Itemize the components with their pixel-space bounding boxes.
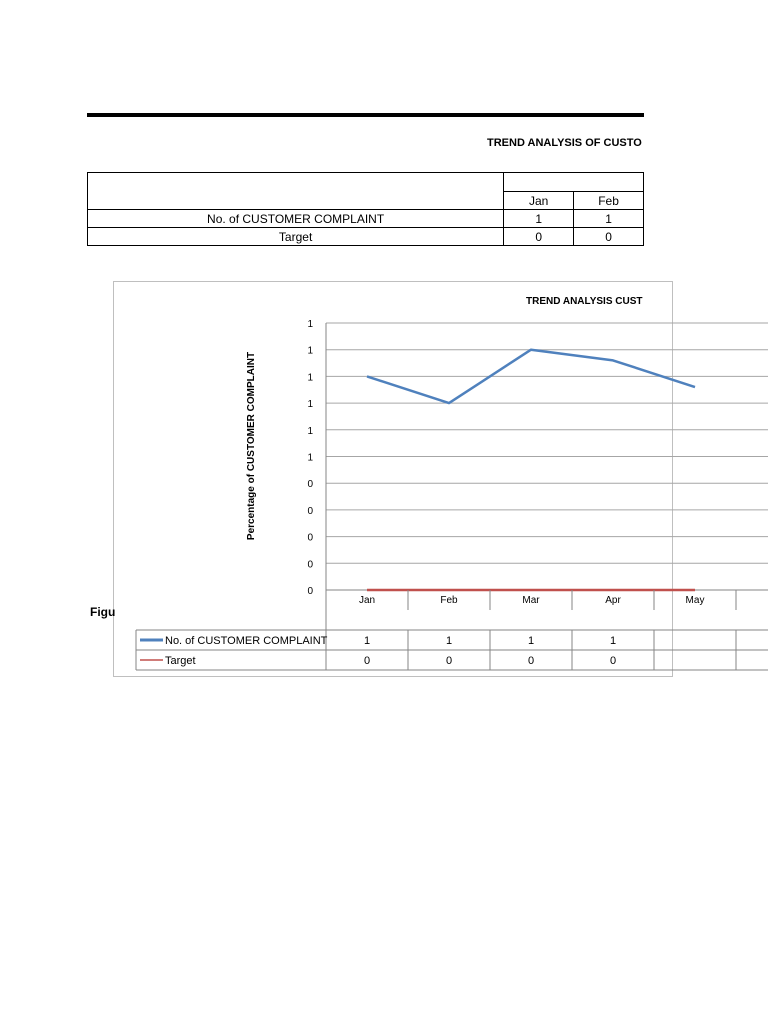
figure-label: Figu	[90, 605, 116, 619]
y-tick-label: 1	[307, 319, 313, 330]
summary-month-feb: Feb	[574, 192, 644, 210]
sheet-title: TREND ANALYSIS OF CUSTO	[487, 137, 642, 149]
y-tick-label: 0	[307, 532, 313, 544]
table-value: 1	[527, 635, 535, 647]
summary-cell: 0	[504, 228, 574, 246]
summary-cell: 1	[574, 210, 644, 228]
y-axis-label: Percentage of CUSTOMER COMPLAINT	[246, 351, 257, 541]
table-value: 1	[609, 635, 617, 647]
x-tick-label: May	[685, 595, 705, 606]
y-tick-label: 1	[307, 425, 313, 437]
summary-cell: 1	[504, 210, 574, 228]
legend-label: No. of CUSTOMER COMPLAINT	[165, 635, 328, 647]
table-value: 0	[445, 655, 453, 667]
y-tick-label: 0	[307, 559, 313, 571]
chart-title: TREND ANALYSIS CUST	[526, 296, 643, 307]
y-tick-label: 1	[307, 345, 313, 357]
y-tick-label: 0	[307, 586, 313, 597]
table-value: 0	[527, 655, 535, 667]
y-tick-labels	[307, 319, 313, 597]
summary-row-label: Target	[88, 228, 504, 246]
y-tick-label: 0	[307, 505, 313, 517]
x-tick-label: Mar	[522, 595, 540, 606]
table-value: 1	[445, 635, 453, 647]
y-tick-label: 1	[307, 372, 313, 384]
y-tick-label: 0	[307, 479, 313, 491]
legend-label: Target	[165, 655, 196, 667]
y-tick-label: 1	[307, 452, 313, 464]
summary-cell: 0	[574, 228, 644, 246]
x-tick-label: Feb	[440, 595, 458, 606]
summary-month-jan: Jan	[504, 192, 574, 210]
table-value: 0	[363, 655, 371, 667]
table-value: 0	[609, 655, 617, 667]
table-value: 1	[363, 635, 371, 647]
x-tick-label: Apr	[605, 595, 621, 606]
y-tick-label: 1	[307, 399, 313, 411]
grid-lines	[326, 323, 768, 590]
summary-row-label: No. of CUSTOMER COMPLAINT	[88, 210, 504, 228]
x-tick-label: Jan	[358, 595, 376, 606]
